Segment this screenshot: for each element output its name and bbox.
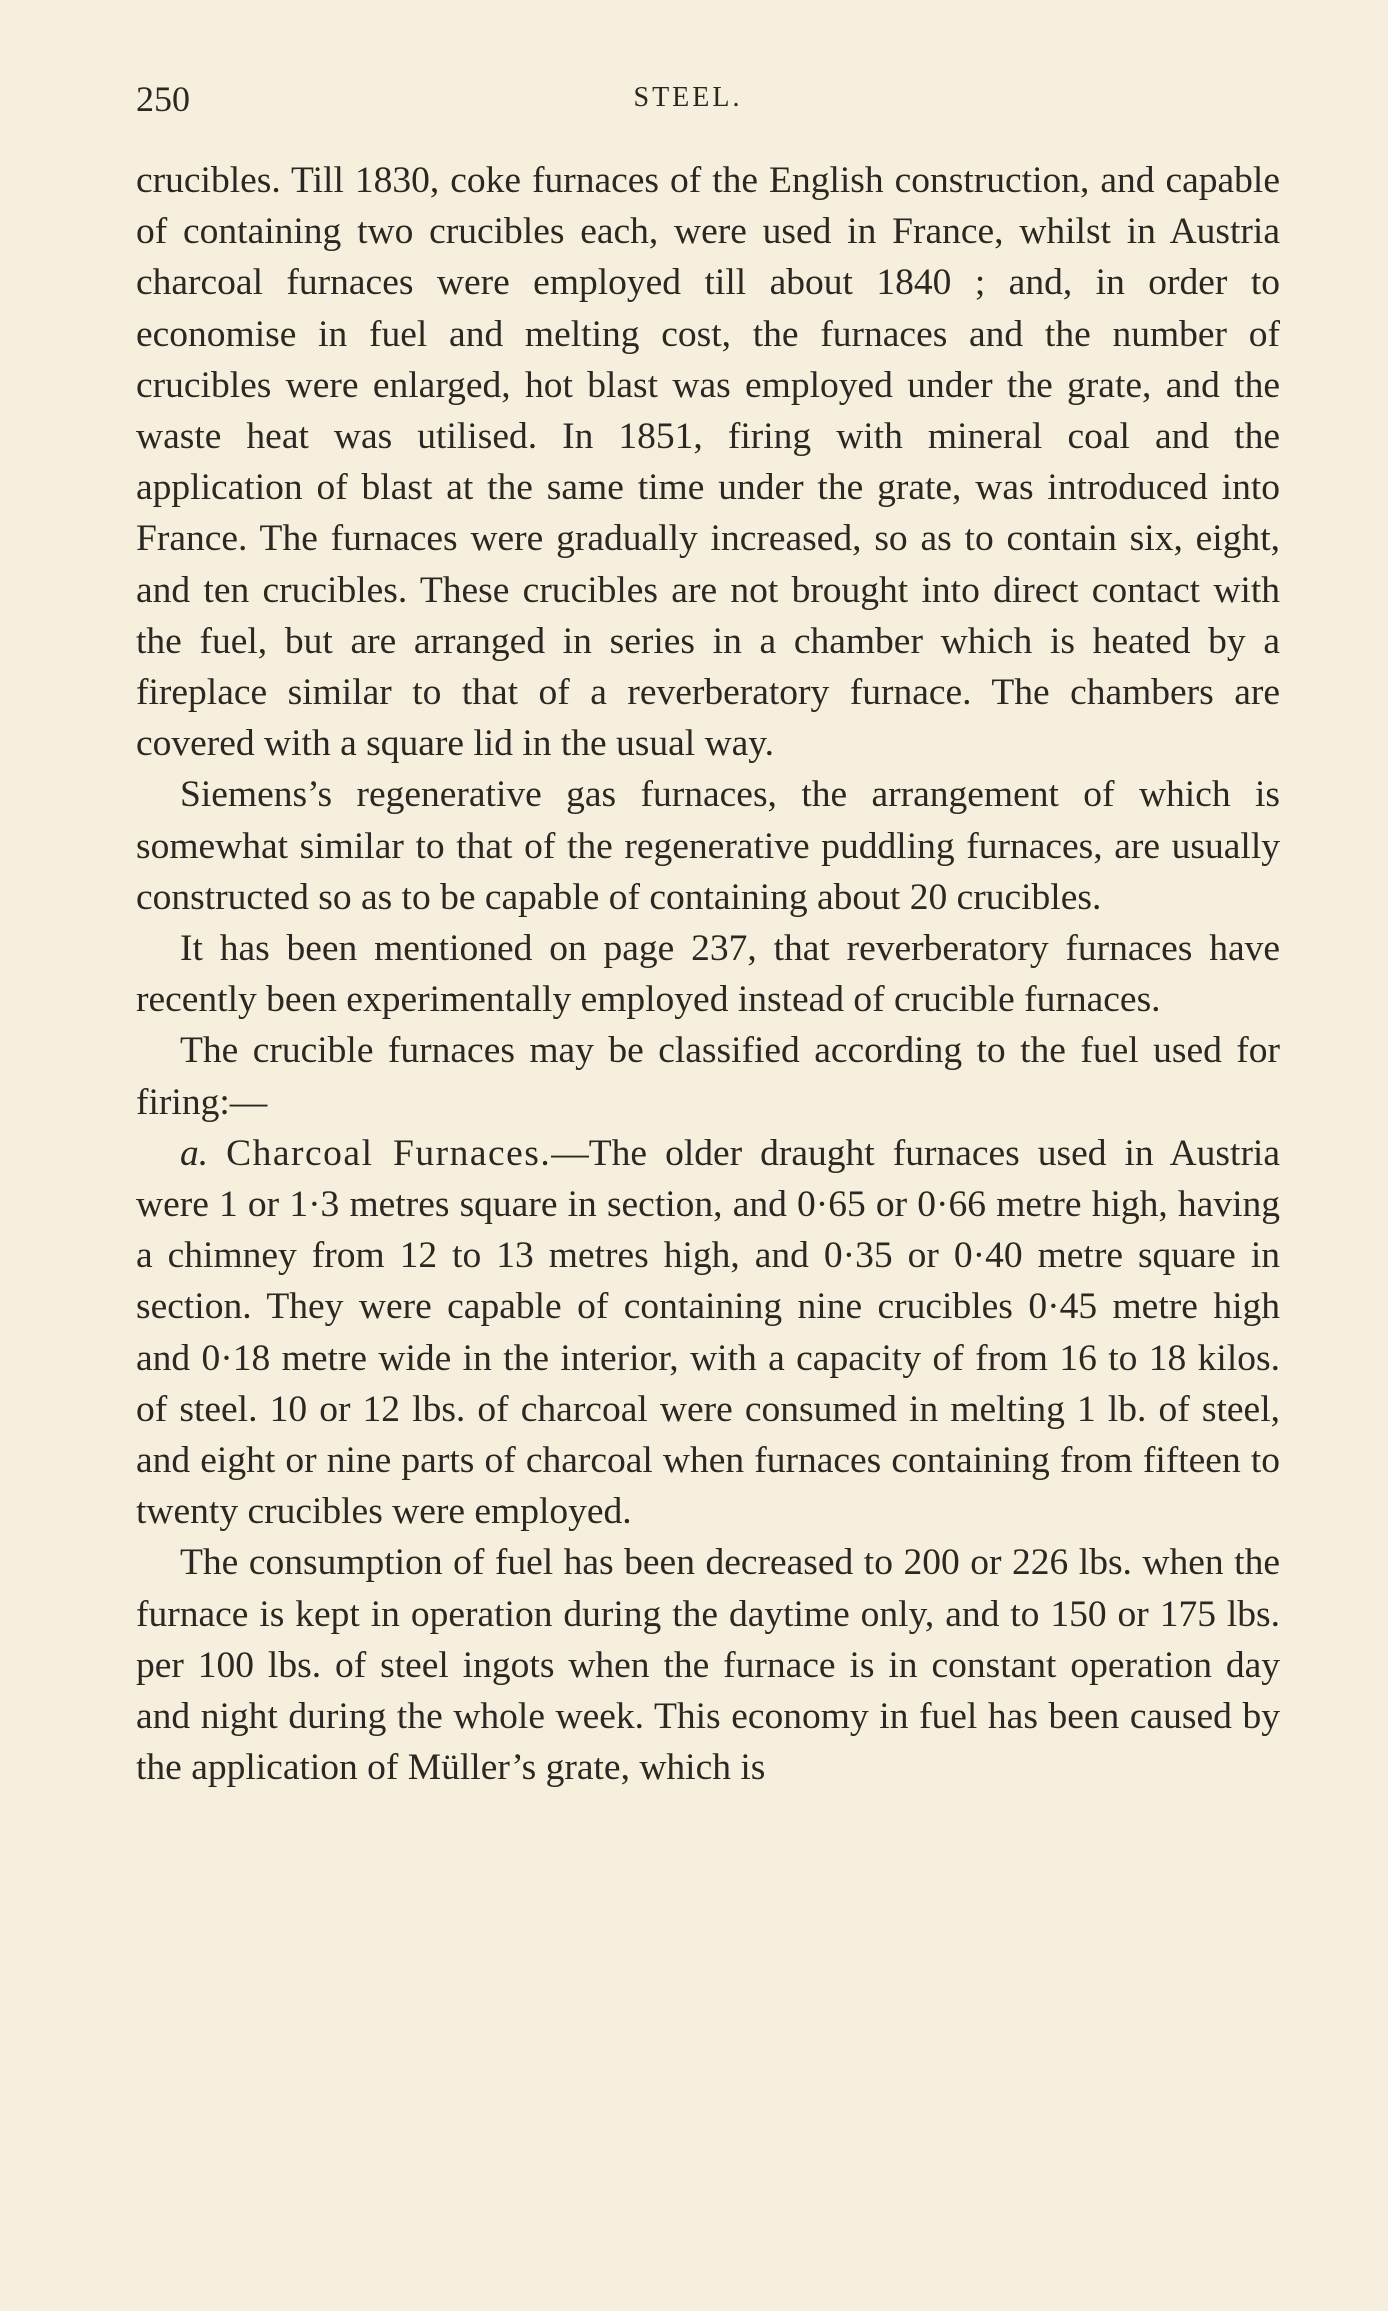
page-header bbox=[136, 78, 1280, 128]
section-heading: Charcoal Furnaces. bbox=[226, 1132, 552, 1174]
paragraph-6: The consumption of fuel has been decreased to 200 or 226 lbs. when the furnace is kept in operation during the daytime only, and to 150 or 175 lbs. per 100 lbs. of steel ingots when the furnace is in constant operation day and night during the whole week. This economy in fuel has been caused by the application of Müller’s grate, which is bbox=[136, 1542, 1280, 1789]
body-text bbox=[136, 155, 1280, 1794]
list-marker: a. bbox=[180, 1132, 209, 1174]
paragraph-4: The crucible furnaces may be classified according to the fuel used for firing:— bbox=[136, 1030, 1280, 1123]
paragraph-5 bbox=[136, 1128, 1280, 1538]
paragraph-2: Siemens’s regenerative gas furnaces, the arrangement of which is somewhat similar to that of the regenerative puddling furnaces, are usually constructed so as to be capable of containing about 20 crucibles. bbox=[136, 774, 1280, 918]
paragraph-3: It has been mentioned on page 237, that reverberatory furnaces have recently been experimentally employed instead of crucible furnaces. bbox=[136, 928, 1280, 1021]
running-title: STEEL. bbox=[633, 82, 743, 113]
paragraph-1: crucibles. Till 1830, coke furnaces of the English construction, and capable of containing two crucibles each, were used in France, whilst in Austria charcoal furnaces were employed till about 1840 ; and, in order to economise in fuel and melting cost, the furnaces and the number of crucibles were enlarged, hot blast was employed under the grate, and the waste heat was utilised. In 1851, firing with mineral coal and the application of blast at the same time under the grate, was introduced into France. The furnaces were gradually increased, so as to contain six, eight, and ten crucibles. These crucibles are not brought into direct contact with the fuel, but are arranged in series in a chamber which is heated by a fireplace similar to that of a reverberatory furnace. The chambers are covered with a square lid in the usual way. bbox=[136, 160, 1280, 765]
paragraph-5-text: —The older draught furnaces used in Austria were 1 or 1·3 metres square in section, and 0·65 or 0·66 metre high, having a chimney from 12 to 13 metres high, and 0·35 or 0·40 metre square in section. They were capable of containing nine crucibles 0·45 metre high and 0·18 metre wide in the interior, with a capacity of from 16 to 18 kilos. of steel. 10 or 12 lbs. of charcoal were consumed in melting 1 lb. of steel, and eight or nine parts of charcoal when furnaces containing from fifteen to twenty crucibles were employed. bbox=[136, 1132, 1280, 1533]
page-number: 250 bbox=[136, 79, 190, 119]
